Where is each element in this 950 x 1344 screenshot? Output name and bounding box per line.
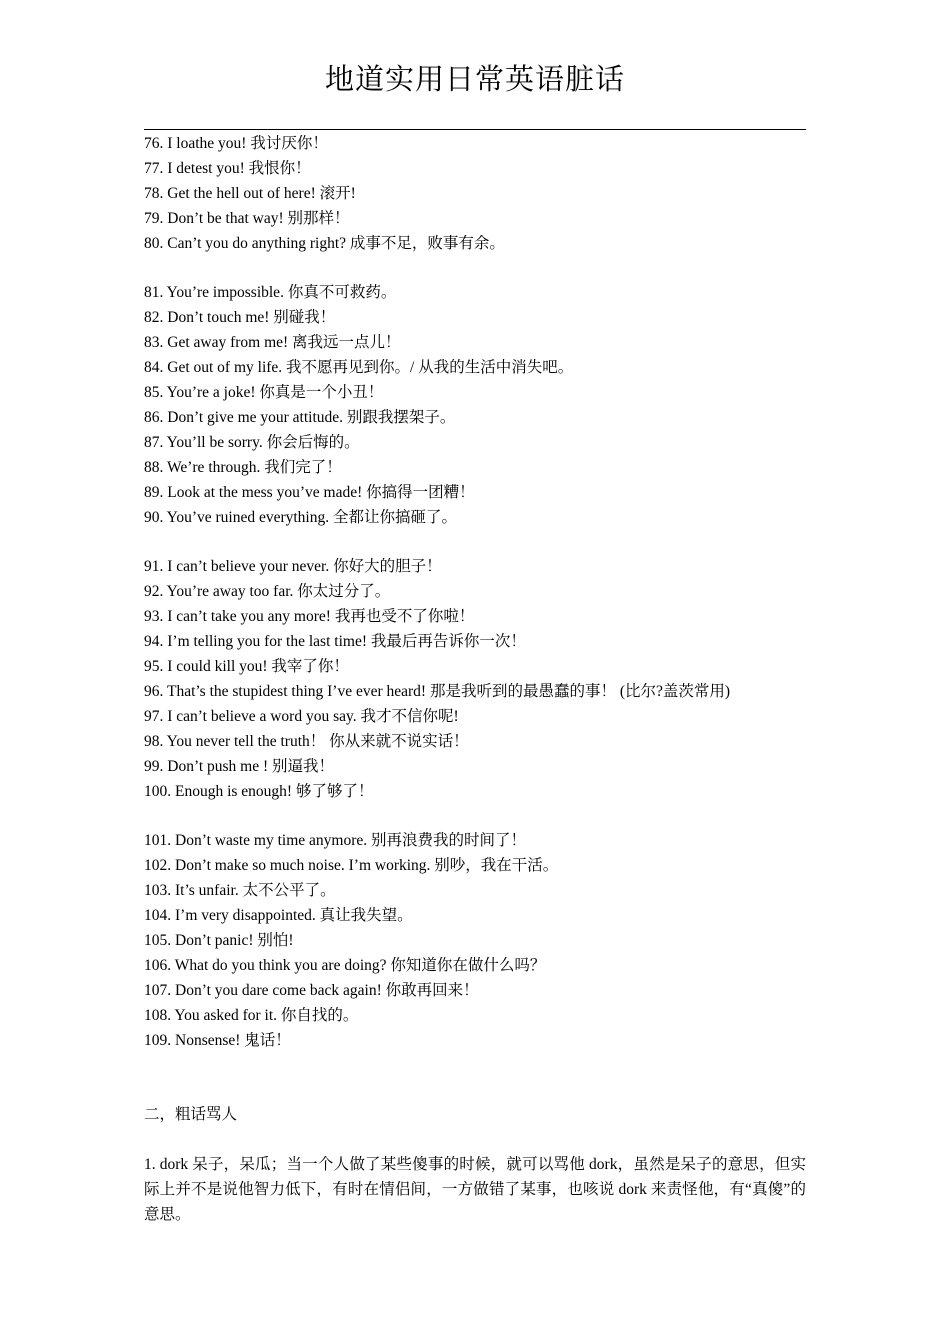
document-body	[144, 132, 806, 1228]
phrase-item-96: 96. That’s the stupidest thing I’ve ever heard! 那是我听到的最愚蠢的事！ (比尔?盖茨常用)	[144, 682, 731, 700]
phrase-item-108: 108. You asked for it. 你自找的。	[144, 1006, 359, 1024]
phrase-item-79: 79. Don’t be that way! 别那样！	[144, 209, 350, 227]
phrase-item-92: 92. You’re away too far. 你太过分了。	[144, 583, 391, 601]
phrase-item-86: 86. Don’t give me your attitude. 别跟我摆架子。	[144, 408, 456, 426]
phrase-item-100: 100. Enough is enough! 够了够了！	[144, 782, 374, 800]
blank-line	[144, 530, 806, 555]
blank-lines	[144, 1053, 806, 1103]
phrase-group-76-80	[144, 132, 806, 257]
blank-line	[144, 257, 806, 282]
phrase-item-101: 101. Don’t waste my time anymore. 别再浪费我的时间了！	[144, 832, 527, 850]
blank-line	[144, 1128, 806, 1153]
phrase-item-80: 80. Can’t you do anything right? 成事不足，败事有余。	[144, 234, 505, 252]
phrase-group-101-109	[144, 829, 806, 1053]
phrase-item-82: 82. Don’t touch me! 别碰我！	[144, 309, 336, 327]
phrase-item-90: 90. You’ve ruined everything. 全都让你搞砸了。	[144, 508, 457, 526]
phrase-item-104: 104. I’m very disappointed. 真让我失望。	[144, 907, 413, 925]
phrase-item-93: 93. I can’t take you any more! 我再也受不了你啦！	[144, 608, 475, 626]
phrase-item-99: 99. Don’t push me ! 别逼我！	[144, 757, 335, 775]
phrase-item-89: 89. Look at the mess you’ve made! 你搞得一团糟！	[144, 483, 475, 501]
phrase-item-109: 109. Nonsense! 鬼话！	[144, 1031, 291, 1049]
phrase-item-87: 87. You’ll be sorry. 你会后悔的。	[144, 433, 360, 451]
header-divider	[144, 129, 806, 130]
phrase-item-95: 95. I could kill you! 我宰了你！	[144, 658, 349, 675]
section-heading: 二，粗话骂人	[144, 1106, 238, 1124]
phrase-item-105: 105. Don’t panic! 别怕!	[144, 931, 294, 949]
phrase-item-81: 81. You’re impossible. 你真不可救药。	[144, 284, 397, 302]
phrase-item-88: 88. We’re through. 我们完了！	[144, 458, 342, 476]
phrase-item-84: 84. Get out of my life. 我不愿再见到你。/ 从我的生活中消失吧。	[144, 359, 574, 377]
phrase-item-85: 85. You’re a joke! 你真是一个小丑！	[144, 384, 384, 402]
phrase-item-97: 97. I can’t believe a word you say. 我才不信你呢!	[144, 707, 459, 725]
phrase-item-76: 76. I loathe you! 我讨厌你！	[144, 135, 328, 152]
phrase-item-94: 94. I’m telling you for the last time! 我最后再告诉你一次！	[144, 633, 526, 651]
phrase-group-81-90	[144, 281, 806, 530]
phrase-item-78: 78. Get the hell out of here! 滚开!	[144, 184, 356, 202]
document-title: 地道实用日常英语脏话	[324, 64, 625, 96]
phrase-item-102: 102. Don’t make so much noise. I’m working. 别吵，我在干活。	[144, 857, 559, 875]
blank-line	[144, 804, 806, 829]
definition-paragraph: 1. dork 呆子，呆瓜；当一个人做了某些傻事的时候，就可以骂他 dork，虽然是呆子的意思，但实际上并不是说他智力低下，有时在情侣间，一方做错了某事，也咳说 dork 来责怪他，有“真傻”的意思。	[144, 1156, 806, 1223]
phrase-item-107: 107. Don’t you dare come back again! 你敢再回来！	[144, 981, 479, 999]
phrase-item-91: 91. I can’t believe your never. 你好大的胆子！	[144, 558, 442, 576]
phrase-item-103: 103. It’s unfair. 太不公平了。	[144, 882, 336, 900]
phrase-group-91-100	[144, 555, 806, 804]
phrase-item-98: 98. You never tell the truth！ 你从来就不说实话！	[144, 732, 469, 750]
phrase-item-83: 83. Get away from me! 离我远一点儿！	[144, 334, 401, 352]
phrase-item-106: 106. What do you think you are doing? 你知道你在做什么吗？	[144, 956, 546, 974]
phrase-item-77: 77. I detest you! 我恨你！	[144, 159, 311, 177]
